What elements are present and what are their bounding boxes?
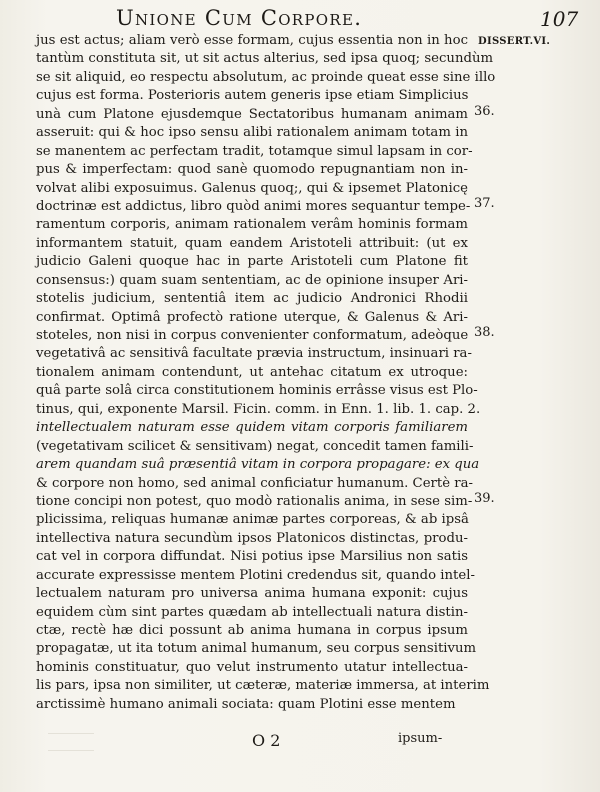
text-line: vegetativâ ac sensitivâ facultate prævia instructum, insinuari ra- (36, 346, 472, 362)
text-line: pus & imperfectam: quod sanè quomodo repugnantiam non in- (36, 162, 468, 178)
text-line: propagatæ, ut ita totum animal humanum, seu corpus sensitivum (36, 641, 477, 657)
text-line: accurate expressisse mentem Plotini credendus sit, quando intel- (36, 567, 475, 583)
text-line: arem quandam suâ præsentiâ vitam in corpora propagare: ex qua (36, 457, 480, 473)
paragraph-number-37: 37. (474, 196, 495, 211)
text-line: tinus, qui, exponente Marsil. Ficin. comm. in Enn. 1. lib. 1. cap. 2. (36, 401, 481, 417)
catchword: ipsum- (398, 731, 443, 746)
text-line: plicissima, reliquas humanæ animæ partes corporeas, & ab ipsâ (36, 512, 469, 528)
text-line: tione concipi non potest, quo modò rationalis anima, in sese sim- (36, 493, 473, 509)
text-line: arctissimè humano animali sociata: quam Plotini esse mentem (36, 696, 456, 712)
text-line: ramentum corporis, animam rationalem verâm hominis formam (36, 217, 468, 233)
text-line: asseruit: qui & hoc ipso sensu alibi rationalem animam totam in (36, 125, 468, 141)
text-line: lectualem naturam pro universa anima humana exponit: cujus (36, 586, 468, 602)
paragraph-number-36: 36. (474, 104, 495, 119)
text-line: lis pars, ipsa non similiter, ut cæteræ, materiæ immersa, at interim (36, 678, 490, 694)
text-line: quâ parte solâ circa constitutionem hominis errâsse visus est Plo- (36, 383, 478, 399)
text-line: (vegetativam scilicet & sensitivam) negat, concedit tamen famili- (36, 438, 474, 454)
text-line: cujus est forma. Posterioris autem generis ipse etiam Simplicius (36, 88, 469, 104)
section-label: DISSERT.VI. (478, 36, 551, 47)
text-line: se manentem ac perfectam tradit, totamque simul lapsam in cor- (36, 143, 473, 159)
text-line: stotelis judicium, sententiâ item ac judicio Andronici Rhodii (36, 291, 468, 307)
text-line: stoteles, non nisi in corpus convenienter conformatum, adeòque (36, 328, 469, 343)
text-line: tantùm constituta sit, ut sit actus alterius, sed ipsa quoq; secundùm (36, 51, 494, 67)
text-line: intellectiva natura secundùm ipsos Platonicos distinctas, produ- (36, 530, 468, 546)
paragraph-number-39: 39. (474, 491, 495, 506)
running-title: Unione Cum Corpore. (116, 6, 363, 30)
page-header (0, 6, 600, 32)
text-line: hominis constituatur, quo velut instrumento utatur intellectua- (36, 659, 468, 675)
text-line: se sit aliquid, eo respectu absolutum, ac proinde queat esse sine illo (36, 69, 496, 85)
text-line: equidem cùm sint partes quædam ab intellectuali natura distin- (36, 604, 468, 620)
signature-mark: O 2 (252, 731, 281, 750)
text-line: jus est actus; aliam verò esse formam, cujus essentia non in hoc (36, 33, 468, 48)
text-line: informantem statuit, quam eandem Aristoteli attribuit: (ut ex (36, 235, 468, 251)
text-line: ctæ, rectè hæ dici possunt ab anima humana in corpus ipsum (36, 623, 468, 638)
text-line: tionalem animam contendunt, ut antehac citatum ex utroque: (36, 364, 468, 380)
page-footer (0, 731, 600, 755)
text-line: intellectualem naturam esse quidem vitam corporis familiarem (36, 420, 468, 436)
text-line: judicio Galeni quoque hac in parte Aristoteli cum Platone fit (36, 254, 468, 270)
text-line: consensus:) quam suam sententiam, ac de opinione insuper Ari- (36, 272, 468, 288)
page-number: 107 (540, 7, 579, 31)
text-line: doctrinæ est addictus, libro quòd animi mores sequantur tempe- (36, 198, 471, 214)
text-line: & corpore non homo, sed animal conficiatur humanum. Certè ra- (36, 475, 473, 491)
paragraph-number-38: 38. (474, 325, 495, 340)
text-line: volvat alibi exposuimus. Galenus quoq;, qui & ipsemet Platonicę (36, 180, 468, 196)
text-line: cat vel in corpora diffundat. Nisi potius ipse Marsilius non satis (36, 549, 468, 565)
text-line: confirmat. Optimâ profectò ratione uterque, & Galenus & Ari- (36, 309, 468, 325)
text-line: unà cum Platone ejusdemque Sectatoribus humanam animam (36, 106, 468, 122)
